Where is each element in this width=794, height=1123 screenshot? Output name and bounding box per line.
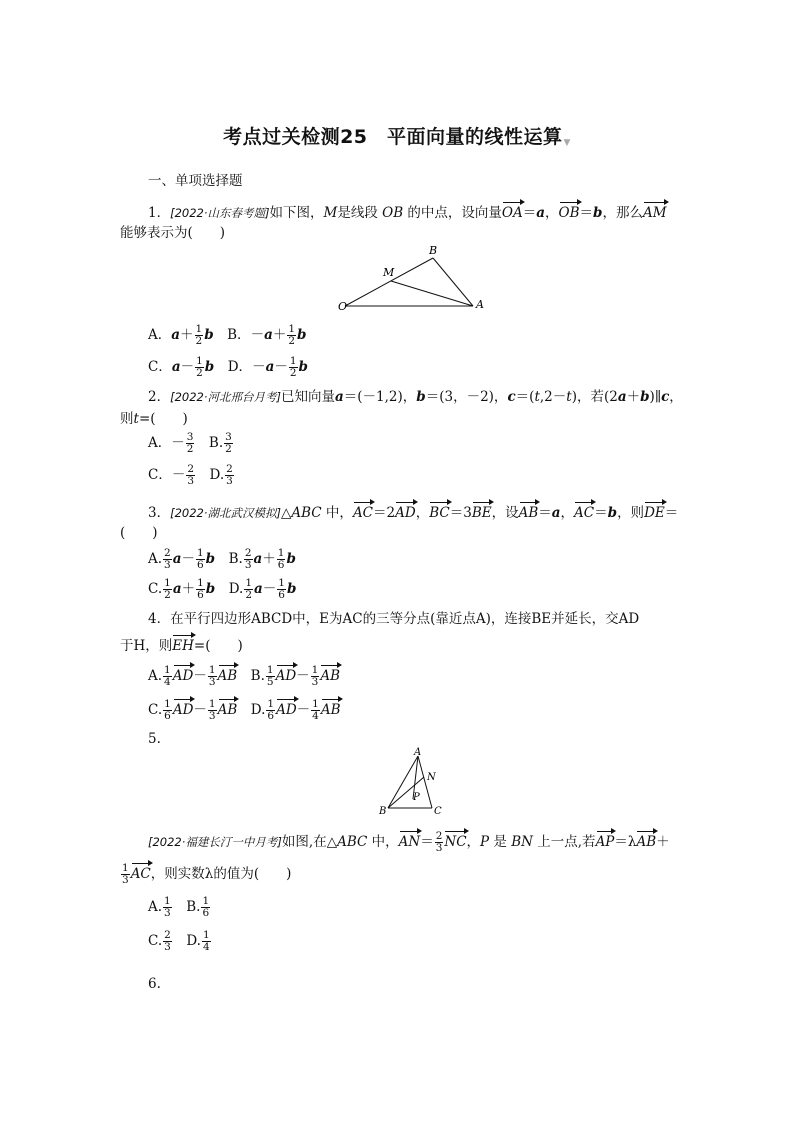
- q2-options-ab: A．－ $\frac{3}{2}$ B. $\frac{3}{2}$: [148, 431, 232, 455]
- q5-label-n: N: [427, 772, 436, 783]
- q1-label-o: O: [338, 300, 348, 313]
- page-title: 考点过关检测25 平面向量的线性运算▼: [223, 126, 571, 148]
- q4-options-cd: C. $\frac{1}{6}$ AD－ $\frac{1}{3}$ AB D. $\frac{1}{6}$ AD－ $\frac{1}{4}$ AB: [148, 698, 341, 722]
- q1-triangle-figure: [335, 244, 495, 314]
- q1-options-cd: C．a－ $\frac{1}{2}$ b D．－a－ $\frac{1}{2}$ b: [148, 355, 308, 379]
- q1-label-a: A: [476, 298, 484, 311]
- q5-label-c: C: [434, 806, 442, 817]
- q5-label-b: B: [379, 806, 387, 817]
- q3-options-cd: C. $\frac{1}{2}$ a＋ $\frac{1}{6}$ b D. $\frac{1}{2}$ a－ $\frac{1}{6}$ b: [148, 577, 297, 601]
- q4-stem: 4．在平行四边形ABCD中，E为AC的三等分点(靠近点A)，连接BE并延长，交AD: [148, 611, 640, 627]
- q3-stem-cont: ( ): [120, 525, 158, 541]
- q2-stem-cont: 则t=( ): [120, 411, 188, 427]
- q3-stem: 3．[2022·湖北武汉模拟]△ABC 中，AC＝2AD，BC＝3BE，设AB＝a，AC＝b，则DE＝: [148, 501, 678, 522]
- q6-number: 6.: [148, 976, 161, 992]
- q5-stem: [2022·福建长汀一中月考]如图,在△ABC 中，AN＝ $\frac{2}{3}$ NC，P 是 BN 上一点,若AP＝λAB＋: [148, 830, 670, 854]
- q1-options-ab: A．a＋ $\frac{1}{2}$ b B．－a＋ $\frac{1}{2}$ b: [148, 323, 307, 347]
- section-heading: 一、单项选择题: [148, 173, 243, 189]
- dropdown-triangle-icon: ▼: [563, 138, 571, 148]
- q4-stem-cont: 于H，则EH=( ): [120, 634, 243, 655]
- q5-options-cd: C. $\frac{2}{3}$ D. $\frac{1}{4}$: [148, 929, 210, 953]
- q4-options-ab: A. $\frac{1}{4}$ AD－ $\frac{1}{3}$ AB B. $\frac{1}{5}$ AD－ $\frac{1}{3}$ AB: [148, 664, 341, 688]
- q1-label-b: B: [429, 244, 438, 257]
- q2-stem: 2．[2022·河北邢台月考]已知向量a＝(－1,2)，b＝(3，－2)，c＝(t,2－t)，若(2a＋b)∥c，: [148, 389, 683, 405]
- q5-label-p: P: [413, 792, 420, 803]
- q3-options-ab: A. $\frac{2}{3}$ a－ $\frac{1}{6}$ b B. $\frac{2}{3}$ a＋ $\frac{1}{6}$ b: [148, 547, 296, 571]
- q5-number: 5.: [148, 731, 161, 747]
- q1-stem-cont: 能够表示为( ): [120, 225, 226, 241]
- q5-label-a: A: [414, 747, 422, 758]
- q5-options-ab: A. $\frac{1}{3}$ B. $\frac{1}{6}$: [148, 895, 210, 919]
- q1-stem: 1．[2022·山东春考题]如下图，M是线段 OB 的中点，设向量OA＝a，OB＝b，那么AM: [148, 201, 667, 222]
- q5-triangle-figure: [372, 746, 452, 818]
- q5-stem-cont: $\frac{1}{3}$ AC，则实数λ的值为( ): [122, 862, 292, 886]
- q2-options-cd: C．－ $\frac{2}{3}$ D. $\frac{2}{3}$: [148, 463, 233, 487]
- q1-label-m: M: [383, 266, 395, 279]
